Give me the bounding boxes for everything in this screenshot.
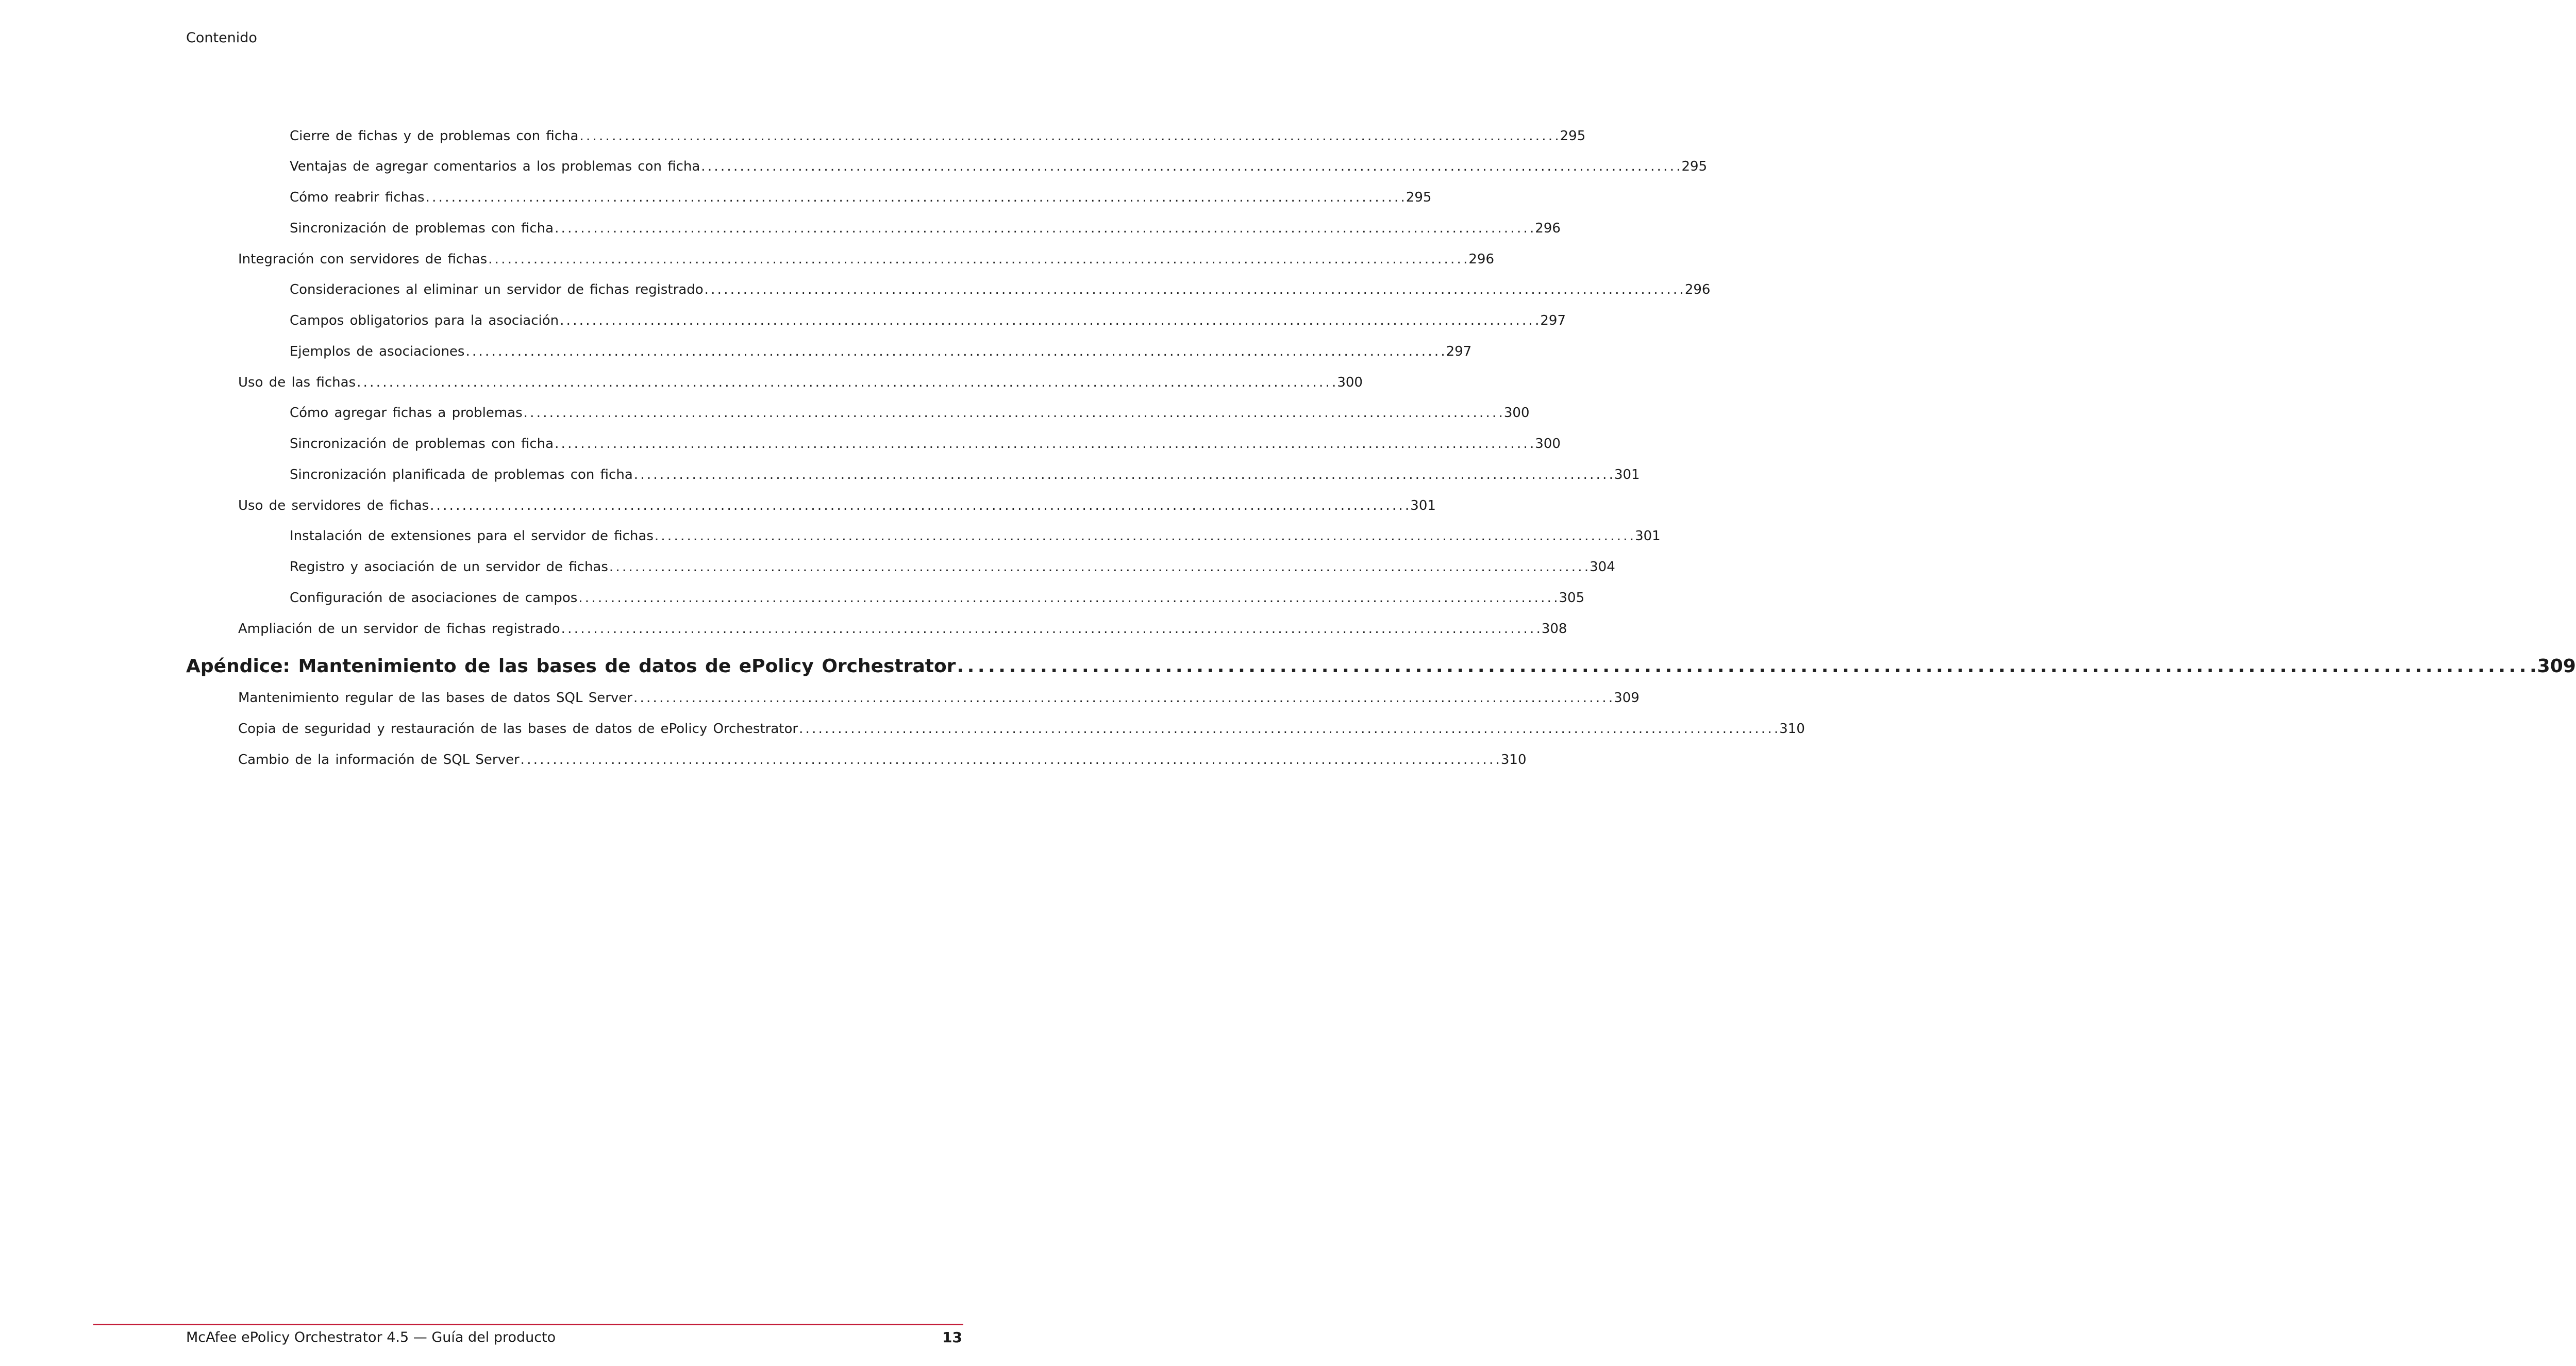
toc-entry-page: 310: [1500, 752, 1527, 768]
toc-entry[interactable]: [290, 435, 1561, 453]
toc-entry-title: Ventajas de agregar comentarios a los problemas con ficha: [290, 159, 700, 174]
toc-entry-title: Copia de seguridad y restauración de las bases de datos de ePolicy Orchestrator: [238, 721, 798, 737]
toc-entry-title: Sincronización de problemas con ficha: [290, 221, 554, 236]
toc-entry-page: 308: [1541, 621, 1567, 637]
toc-leader-dots: [465, 342, 1444, 361]
running-header: Contenido: [186, 30, 257, 46]
toc-entry-title: Mantenimiento regular de las bases de datos SQL Server: [238, 690, 632, 706]
toc-entry-title: Consideraciones al eliminar un servidor de fichas registrado: [290, 282, 704, 297]
toc-entry-page: 309: [1614, 690, 1640, 706]
toc-entry-page: 296: [1535, 221, 1561, 236]
toc-entry-page: 301: [1635, 528, 1661, 544]
toc-leader-dots: [655, 527, 1633, 545]
toc-entry-page: 301: [1614, 467, 1640, 482]
toc-leader-dots: [357, 373, 1335, 392]
toc-entry[interactable]: [290, 558, 1615, 576]
toc-entry[interactable]: [238, 250, 1494, 269]
toc-entry-title: Sincronización de problemas con ficha: [290, 436, 554, 452]
toc-leader-dots: [957, 655, 2535, 678]
toc-entry-page: 296: [1468, 252, 1494, 267]
toc-leader-dots: [555, 435, 1533, 453]
toc-entry-page: 300: [1337, 375, 1363, 390]
toc-entry-page: 295: [1406, 190, 1432, 205]
toc-leader-dots: [560, 311, 1538, 330]
toc-leader-dots: [426, 188, 1404, 207]
toc-entry-title: Sincronización planificada de problemas con ficha: [290, 467, 633, 482]
toc-leader-dots: [633, 689, 1612, 707]
toc-leader-dots: [555, 219, 1533, 238]
toc-entry-title: Ampliación de un servidor de fichas registrado: [238, 621, 560, 637]
toc-entry[interactable]: [290, 311, 1566, 330]
toc-leader-dots: [609, 558, 1587, 576]
toc-leader-dots: [524, 404, 1502, 422]
toc-leader-dots: [488, 250, 1466, 269]
toc-entry[interactable]: [290, 280, 1711, 299]
toc-entry-title: Cambio de la información de SQL Server: [238, 752, 520, 768]
toc-entry[interactable]: [238, 373, 1363, 392]
toc-entry-page: 297: [1446, 344, 1472, 359]
toc-entry-page: 295: [1560, 128, 1586, 144]
toc-entry[interactable]: [238, 689, 1640, 707]
toc-entry-title: Integración con servidores de fichas: [238, 252, 488, 267]
toc-entry-title: Configuración de asociaciones de campos: [290, 590, 578, 606]
toc-entry-title: Ejemplos de asociaciones: [290, 344, 465, 359]
toc-entry[interactable]: [238, 620, 1567, 638]
toc-entry-page: 304: [1590, 559, 1615, 575]
footer-divider: [93, 1324, 963, 1325]
toc-entry-page: 297: [1540, 313, 1566, 328]
toc-entry[interactable]: [238, 720, 1805, 738]
toc-entry[interactable]: [290, 342, 1472, 361]
toc-entry-page: 301: [1410, 498, 1436, 513]
toc-entry[interactable]: [290, 527, 1661, 545]
toc-entry[interactable]: [290, 219, 1561, 238]
toc-entry-page: 310: [1779, 721, 1805, 737]
toc-entry-page: 309: [2537, 656, 2576, 677]
toc-entry[interactable]: [290, 188, 1432, 207]
toc-entry-page: 300: [1535, 436, 1561, 452]
toc-entry[interactable]: [238, 751, 1527, 769]
toc-entry-title: Cómo reabrir fichas: [290, 190, 425, 205]
toc-entry[interactable]: [238, 496, 1436, 515]
toc-leader-dots: [634, 465, 1612, 484]
toc-entry[interactable]: [290, 127, 1586, 145]
toc-entry-page: 300: [1503, 405, 1530, 421]
toc-leader-dots: [579, 127, 1558, 145]
toc-entry[interactable]: [290, 157, 1708, 176]
toc-leader-dots: [561, 620, 1540, 638]
toc-leader-dots: [799, 720, 1777, 738]
toc-leader-dots: [705, 280, 1683, 299]
toc-entry[interactable]: [290, 465, 1640, 484]
toc-entry-page: 295: [1681, 159, 1708, 174]
toc-entry-title: Cierre de fichas y de problemas con ficha: [290, 128, 579, 144]
toc-entry[interactable]: [290, 589, 1585, 607]
toc-entry-title: Instalación de extensiones para el servidor de fichas: [290, 528, 654, 544]
footer-page-number: 13: [942, 1329, 962, 1346]
toc-leader-dots: [578, 589, 1557, 607]
footer-product-title: McAfee ePolicy Orchestrator 4.5 — Guía del producto: [186, 1329, 556, 1345]
toc-entry-title: Uso de las fichas: [238, 375, 356, 390]
toc-entry-title: Uso de servidores de fichas: [238, 498, 429, 513]
toc-entry-page: 305: [1559, 590, 1585, 606]
toc-entry-title: Cómo agregar fichas a problemas: [290, 405, 523, 421]
toc-leader-dots: [521, 751, 1499, 769]
toc-entry-title: Registro y asociación de un servidor de fichas: [290, 559, 608, 575]
toc-entry-title: Apéndice: Mantenimiento de las bases de datos de ePolicy Orchestrator: [186, 656, 956, 677]
toc-appendix-heading[interactable]: [186, 655, 2576, 678]
toc-entry[interactable]: [290, 404, 1530, 422]
toc-entry-title: Campos obligatorios para la asociación: [290, 313, 559, 328]
toc-leader-dots: [430, 496, 1408, 515]
toc-leader-dots: [701, 157, 1679, 176]
toc-entry-page: 296: [1684, 282, 1711, 297]
